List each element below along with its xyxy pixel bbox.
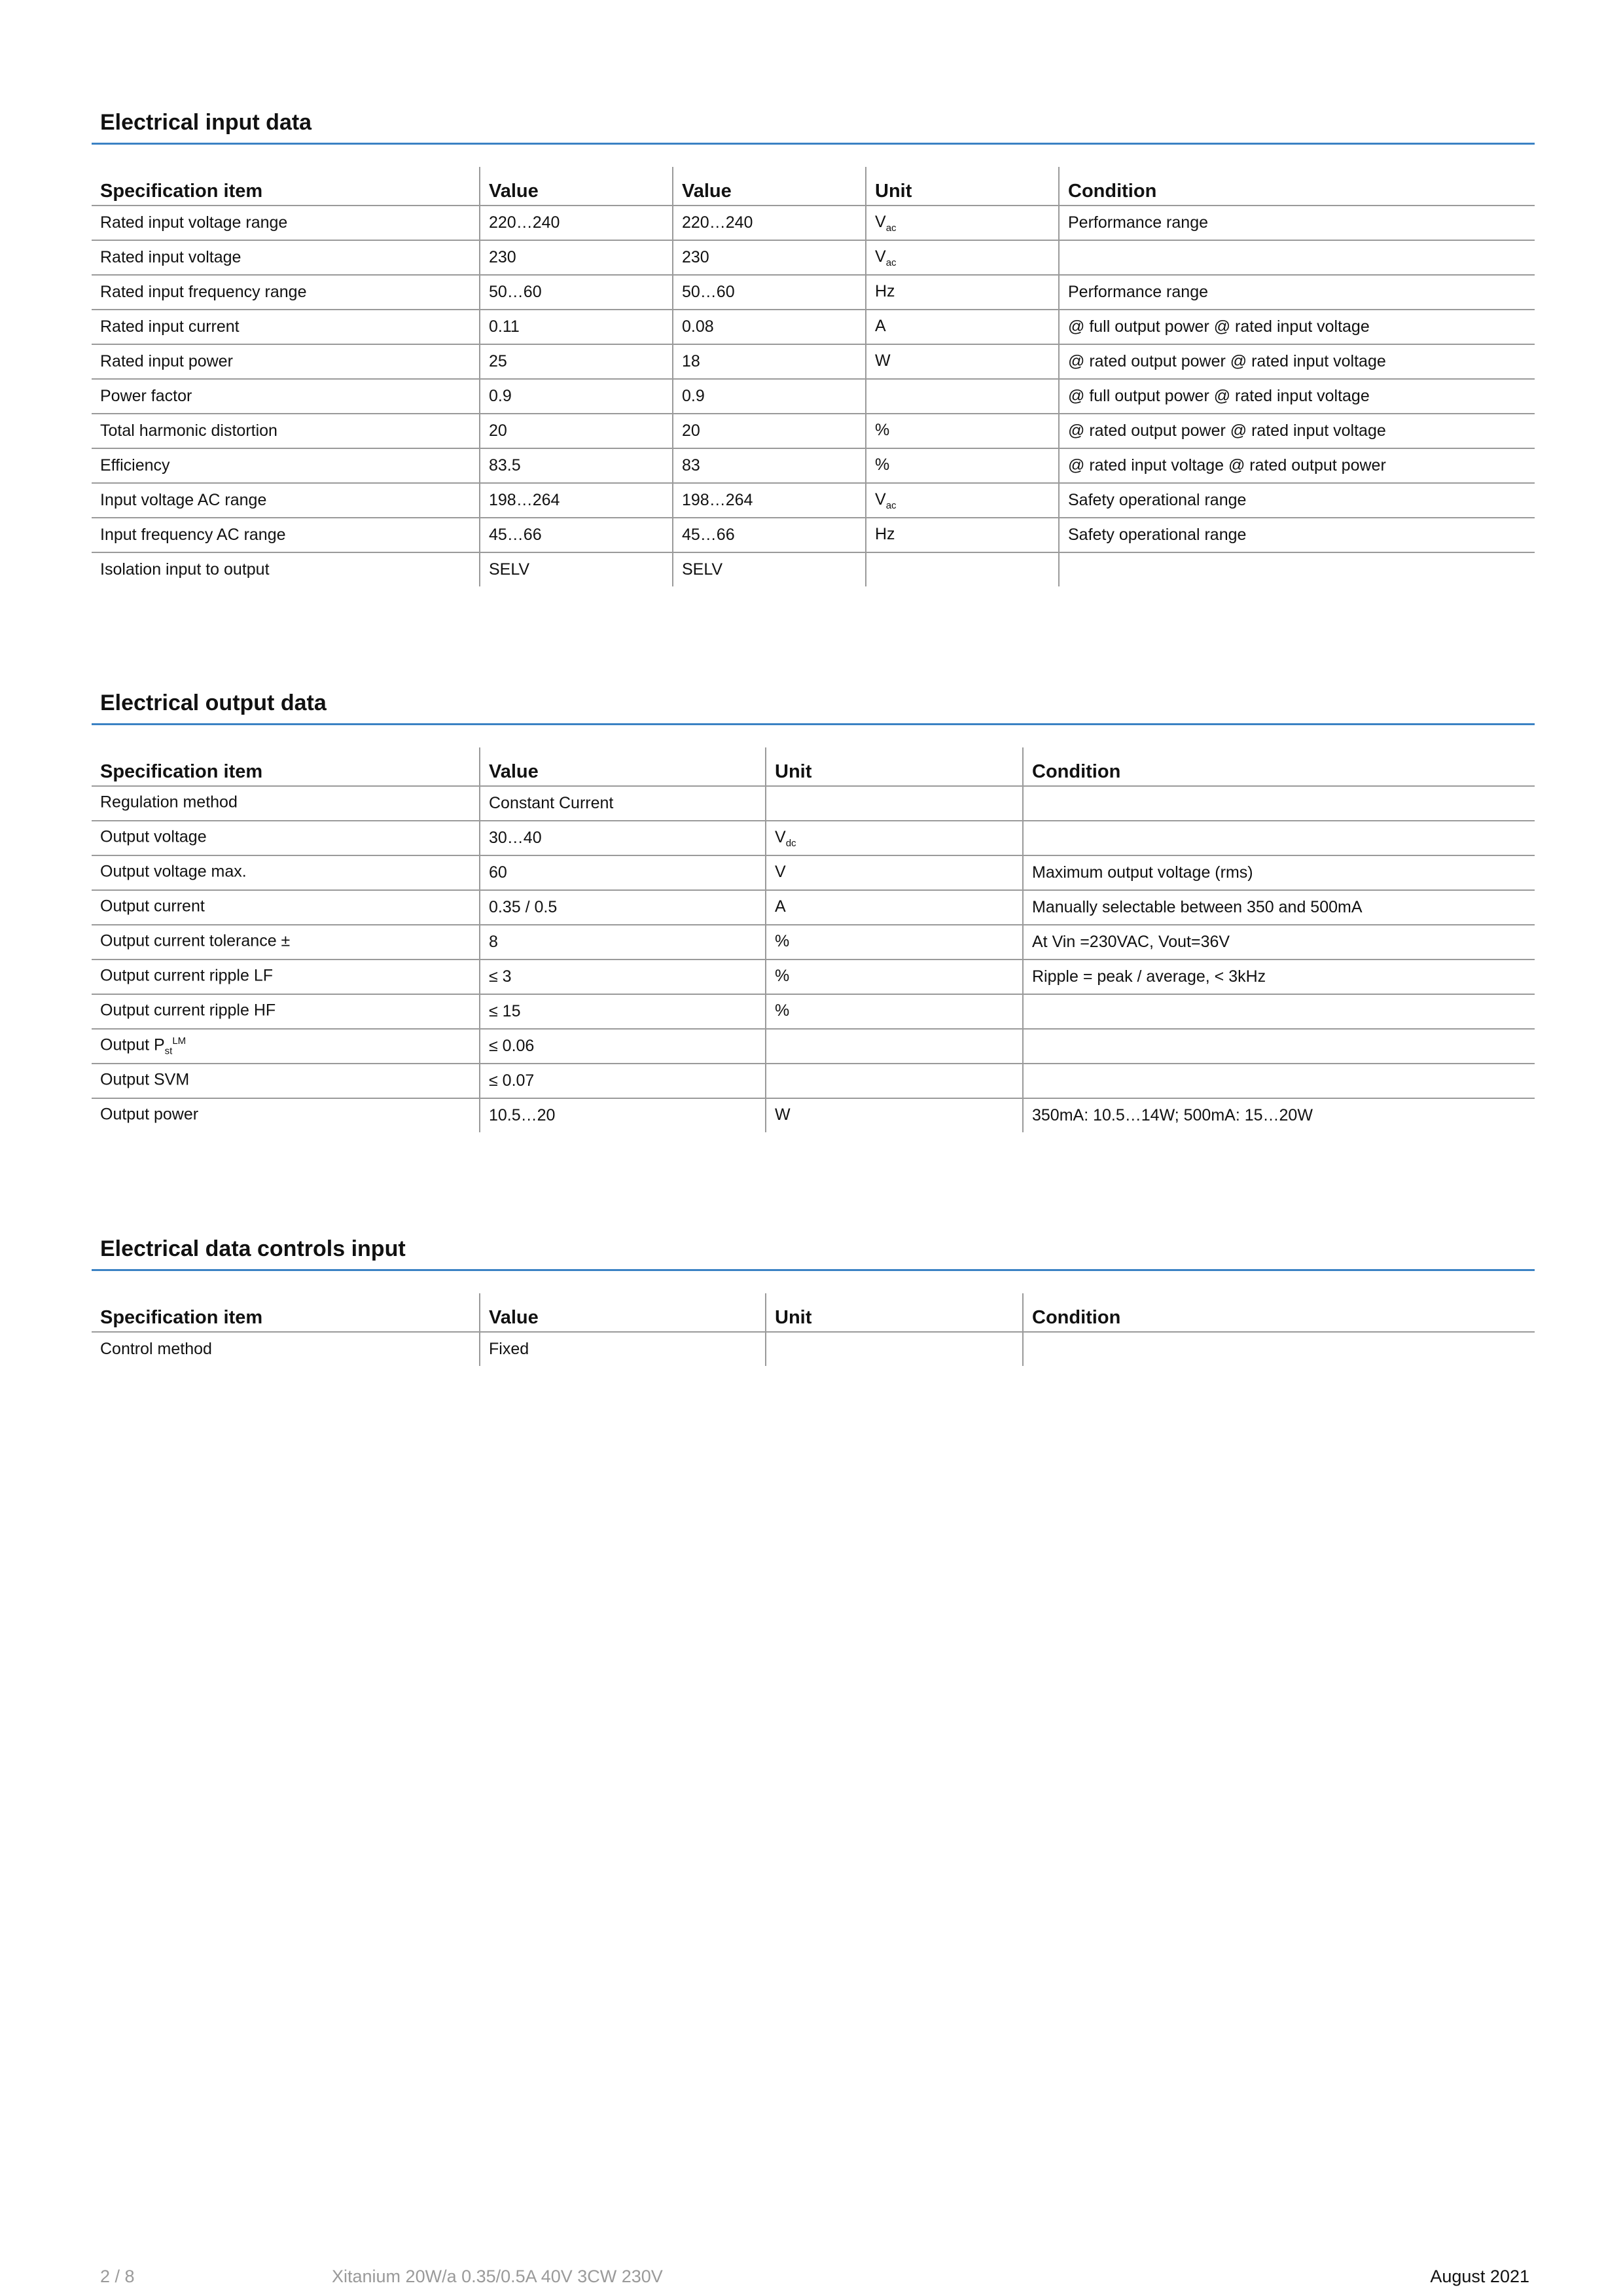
unit-cell xyxy=(866,310,1059,344)
item-subscript: st xyxy=(164,1045,173,1057)
column-header: Value xyxy=(673,167,866,206)
table-header-row xyxy=(92,747,1535,786)
column-header: Value xyxy=(480,1293,766,1332)
spec-item-label: Output voltage xyxy=(100,827,207,846)
value-cell: SELV xyxy=(480,552,673,586)
unit-base: Hz xyxy=(875,524,895,543)
condition-cell: @ rated input voltage @ rated output power xyxy=(1059,448,1535,483)
spec-item-cell: Input frequency AC range xyxy=(92,518,480,552)
unit-cell xyxy=(766,1098,1023,1132)
column-header: Value xyxy=(480,167,673,206)
section-electrical-data-controls-input xyxy=(92,1229,1535,1366)
condition-cell: Ripple = peak / average, < 3kHz xyxy=(1023,960,1535,994)
unit-base: % xyxy=(875,420,890,439)
spec-item-cell: Rated input frequency range xyxy=(92,275,480,310)
table-row xyxy=(92,483,1535,518)
spec-item-cell xyxy=(92,786,480,821)
condition-cell: Safety operational range xyxy=(1059,518,1535,552)
spec-item-cell: Total harmonic distortion xyxy=(92,414,480,448)
column-header: Specification item xyxy=(92,167,480,206)
value-cell: 30…40 xyxy=(480,821,766,855)
value-cell: 198…264 xyxy=(673,483,866,518)
section-title: Electrical input data xyxy=(100,110,312,135)
table-row xyxy=(92,925,1535,960)
spec-item-cell: Power factor xyxy=(92,379,480,414)
unit-cell xyxy=(866,379,1059,414)
unit-subscript: ac xyxy=(885,257,897,268)
spec-item-cell: Rated input voltage range xyxy=(92,206,480,240)
unit-base: V xyxy=(775,862,786,881)
spec-item-cell: Efficiency xyxy=(92,448,480,483)
value-cell: 0.9 xyxy=(673,379,866,414)
unit-cell xyxy=(866,552,1059,586)
condition-cell: Safety operational range xyxy=(1059,483,1535,518)
condition-cell xyxy=(1023,994,1535,1029)
spec-item-cell xyxy=(92,960,480,994)
value-cell: 60 xyxy=(480,855,766,890)
value-cell: 0.35 / 0.5 xyxy=(480,890,766,925)
spec-item-cell: Rated input current xyxy=(92,310,480,344)
unit-cell xyxy=(866,483,1059,518)
spec-item-label: Output voltage max. xyxy=(100,862,247,881)
table-row xyxy=(92,786,1535,821)
table-row xyxy=(92,344,1535,379)
unit-base: % xyxy=(875,455,890,474)
unit-cell xyxy=(766,960,1023,994)
unit-base: V xyxy=(875,490,886,509)
title-divider xyxy=(92,143,1535,145)
table-row xyxy=(92,206,1535,240)
value-cell: 18 xyxy=(673,344,866,379)
table-row xyxy=(92,994,1535,1029)
value-cell: 10.5…20 xyxy=(480,1098,766,1132)
unit-cell xyxy=(866,344,1059,379)
column-header: Value xyxy=(480,747,766,786)
unit-base: V xyxy=(875,212,886,231)
value-cell: ≤ 0.06 xyxy=(480,1029,766,1064)
unit-base: V xyxy=(775,827,786,846)
value-cell: SELV xyxy=(673,552,866,586)
condition-cell xyxy=(1023,1332,1535,1366)
value-cell: 220…240 xyxy=(480,206,673,240)
unit-base: Hz xyxy=(875,281,895,300)
unit-base: % xyxy=(775,1001,790,1020)
condition-cell: Performance range xyxy=(1059,275,1535,310)
unit-cell xyxy=(766,1064,1023,1098)
value-cell: ≤ 15 xyxy=(480,994,766,1029)
product-name: Xitanium 20W/a 0.35/0.5A 40V 3CW 230V xyxy=(332,2267,663,2286)
spec-item-label: Regulation method xyxy=(100,793,238,812)
spec-item-label: Output power xyxy=(100,1105,199,1124)
unit-cell xyxy=(766,994,1023,1029)
table-row xyxy=(92,240,1535,275)
spec-item-cell xyxy=(92,890,480,925)
spec-item-cell xyxy=(92,1098,480,1132)
table-row xyxy=(92,1332,1535,1366)
unit-base: A xyxy=(775,897,786,916)
table-row xyxy=(92,1064,1535,1098)
spec-item-cell xyxy=(92,1064,480,1098)
table-row xyxy=(92,890,1535,925)
spec-item-cell xyxy=(92,925,480,960)
table-row xyxy=(92,448,1535,483)
table-header-row xyxy=(92,1293,1535,1332)
value-cell: 0.9 xyxy=(480,379,673,414)
unit-cell xyxy=(866,240,1059,275)
condition-cell: Performance range xyxy=(1059,206,1535,240)
section-electrical-input-data xyxy=(92,102,1535,586)
value-cell: Fixed xyxy=(480,1332,766,1366)
value-cell: 50…60 xyxy=(480,275,673,310)
condition-cell: @ rated output power @ rated input voltage xyxy=(1059,344,1535,379)
value-cell: 220…240 xyxy=(673,206,866,240)
table-row xyxy=(92,518,1535,552)
unit-cell xyxy=(766,925,1023,960)
spec-table-controls xyxy=(92,1293,1535,1366)
unit-cell xyxy=(766,1332,1023,1366)
spec-item-cell xyxy=(92,821,480,855)
spec-item-cell: Isolation input to output xyxy=(100,560,270,579)
spec-item-label: Output SVM xyxy=(100,1070,190,1089)
unit-cell xyxy=(766,821,1023,855)
item-superscript: LM xyxy=(172,1035,187,1047)
value-cell: 0.11 xyxy=(480,310,673,344)
spec-item-cell xyxy=(92,855,480,890)
unit-base: W xyxy=(775,1105,791,1124)
column-header: Specification item xyxy=(92,747,480,786)
value-cell: 20 xyxy=(480,414,673,448)
value-cell: 230 xyxy=(480,240,673,275)
value-cell: 230 xyxy=(673,240,866,275)
unit-base: % xyxy=(775,931,790,950)
unit-cell xyxy=(766,890,1023,925)
unit-cell xyxy=(766,855,1023,890)
table-row xyxy=(92,552,1535,586)
unit-cell xyxy=(866,206,1059,240)
column-header: Unit xyxy=(866,167,1059,206)
unit-base: W xyxy=(875,351,891,370)
condition-cell: @ rated output power @ rated input voltage xyxy=(1059,414,1535,448)
spec-item-cell xyxy=(92,1029,480,1064)
page-number: 2 / 8 xyxy=(100,2267,135,2286)
spec-item-cell: Input voltage AC range xyxy=(92,483,480,518)
spec-item-cell xyxy=(92,994,480,1029)
condition-cell: At Vin =230VAC, Vout=36V xyxy=(1023,925,1535,960)
spec-item-cell: Rated input voltage xyxy=(92,240,480,275)
table-row xyxy=(92,1098,1535,1132)
table-row xyxy=(92,821,1535,855)
condition-cell xyxy=(1023,786,1535,821)
unit-cell xyxy=(866,414,1059,448)
table-row xyxy=(92,855,1535,890)
unit-cell xyxy=(866,518,1059,552)
condition-cell xyxy=(1023,821,1535,855)
column-header: Condition xyxy=(1023,1293,1535,1332)
condition-cell: Manually selectable between 350 and 500mA xyxy=(1023,890,1535,925)
value-cell: 83 xyxy=(673,448,866,483)
spec-item-label: Output P xyxy=(100,1035,165,1054)
column-header: Condition xyxy=(1023,747,1535,786)
value-cell: 25 xyxy=(480,344,673,379)
value-cell: 45…66 xyxy=(673,518,866,552)
table-row xyxy=(92,275,1535,310)
table-row xyxy=(92,960,1535,994)
unit-subscript: dc xyxy=(785,837,796,849)
spec-item-label: Output current ripple HF xyxy=(100,1001,276,1020)
unit-cell xyxy=(866,275,1059,310)
table-header-row xyxy=(92,167,1535,206)
column-header: Condition xyxy=(1059,167,1535,206)
title-divider xyxy=(92,1269,1535,1271)
spec-table-output xyxy=(92,747,1535,1132)
spec-item-label: Output current ripple LF xyxy=(100,966,274,985)
table-row xyxy=(92,310,1535,344)
value-cell: 50…60 xyxy=(673,275,866,310)
column-header: Unit xyxy=(766,747,1023,786)
condition-cell xyxy=(1059,552,1535,586)
condition-cell xyxy=(1023,1064,1535,1098)
section-title: Electrical output data xyxy=(100,691,327,715)
unit-cell xyxy=(766,786,1023,821)
unit-cell xyxy=(766,1029,1023,1064)
value-cell: 0.08 xyxy=(673,310,866,344)
condition-cell: 350mA: 10.5…14W; 500mA: 15…20W xyxy=(1023,1098,1535,1132)
unit-subscript: ac xyxy=(885,222,897,234)
section-title: Electrical data controls input xyxy=(100,1236,406,1261)
value-cell: 198…264 xyxy=(480,483,673,518)
spec-item-label: Output current tolerance ± xyxy=(100,931,291,950)
value-cell: 45…66 xyxy=(480,518,673,552)
section-electrical-output-data xyxy=(92,683,1535,1132)
spec-item-label: Output current xyxy=(100,897,205,916)
condition-cell: @ full output power @ rated input voltage xyxy=(1059,379,1535,414)
condition-cell xyxy=(1023,1029,1535,1064)
table-row xyxy=(92,379,1535,414)
value-cell: Constant Current xyxy=(480,786,766,821)
condition-cell: Maximum output voltage (rms) xyxy=(1023,855,1535,890)
unit-cell xyxy=(866,448,1059,483)
column-header: Specification item xyxy=(92,1293,480,1332)
spec-table-input xyxy=(92,167,1535,586)
value-cell: 83.5 xyxy=(480,448,673,483)
value-cell: 20 xyxy=(673,414,866,448)
condition-cell: @ full output power @ rated input voltage xyxy=(1059,310,1535,344)
column-header: Unit xyxy=(766,1293,1023,1332)
condition-cell xyxy=(1059,240,1535,275)
unit-base: % xyxy=(775,966,790,985)
unit-subscript: ac xyxy=(885,499,897,511)
unit-base: V xyxy=(875,247,886,266)
spec-item-cell: Control method xyxy=(100,1340,212,1358)
value-cell: 8 xyxy=(480,925,766,960)
document-date: August 2021 xyxy=(1430,2267,1529,2286)
value-cell: ≤ 3 xyxy=(480,960,766,994)
table-row xyxy=(92,1029,1535,1064)
unit-base: A xyxy=(875,316,886,335)
value-cell: ≤ 0.07 xyxy=(480,1064,766,1098)
spec-item-cell: Rated input power xyxy=(92,344,480,379)
table-row xyxy=(92,414,1535,448)
title-divider xyxy=(92,723,1535,725)
